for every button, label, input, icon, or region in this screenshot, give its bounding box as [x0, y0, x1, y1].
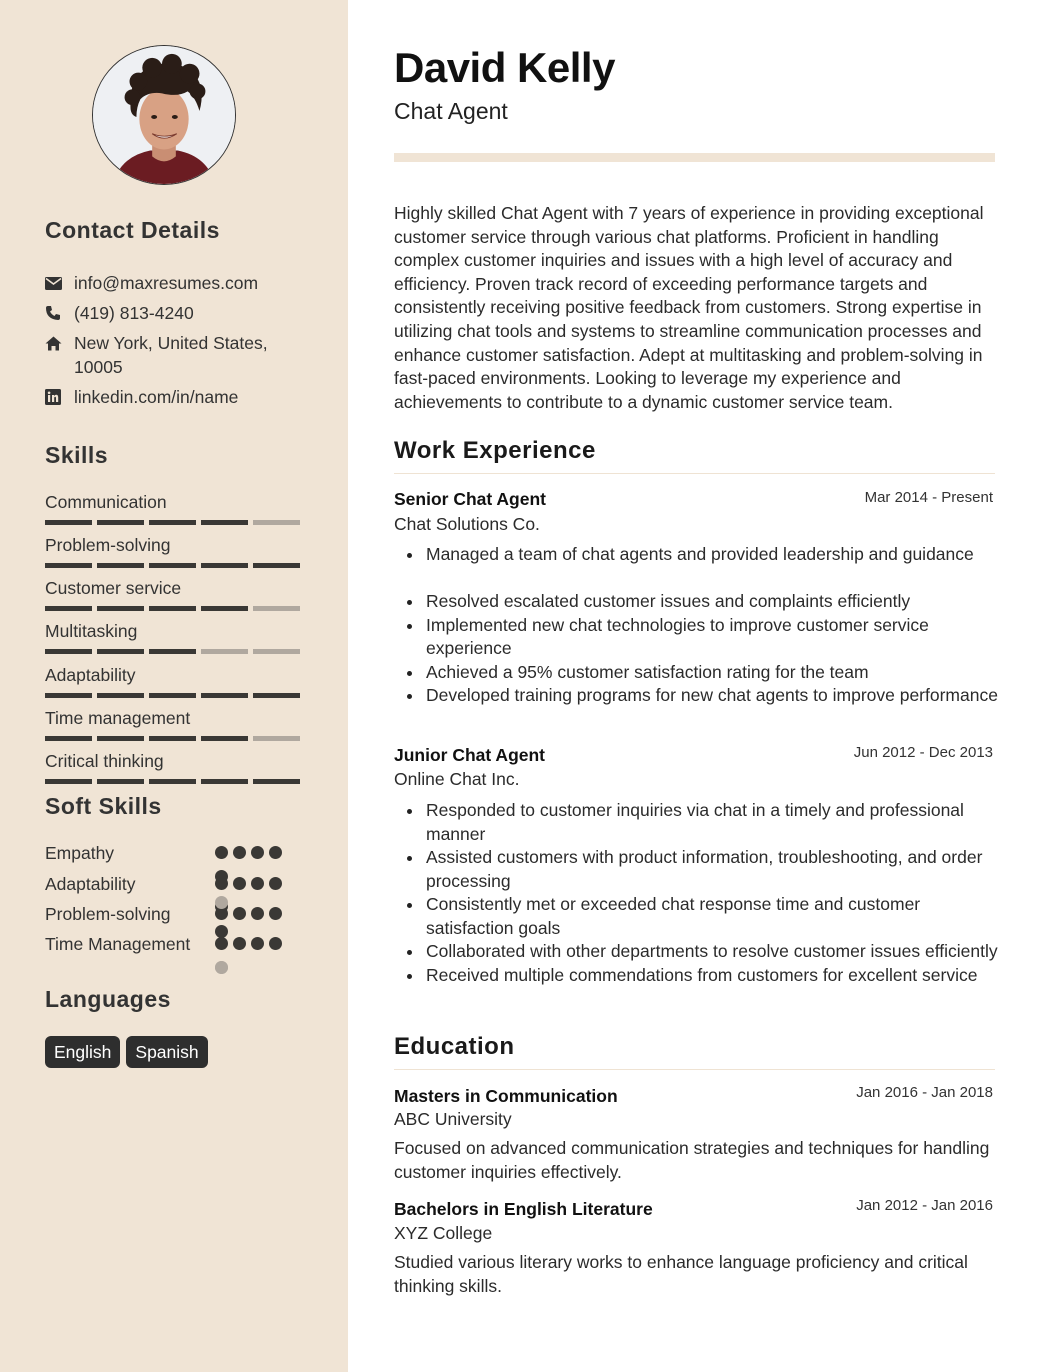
job-bullet: Received multiple commendations from customers for excellent service [426, 964, 1001, 988]
language-chip: Spanish [126, 1036, 207, 1068]
contact-heading: Contact Details [45, 217, 220, 243]
skill-level-segment [253, 779, 300, 784]
skill-level-segment [253, 649, 300, 654]
job-bullet: Resolved escalated customer issues and complaints efficiently [426, 590, 1001, 614]
rating-dot [215, 961, 228, 974]
profile-photo [92, 45, 236, 185]
skill-level-segment [97, 736, 144, 741]
linkedin-icon [45, 385, 63, 409]
skill-level-bar [45, 736, 305, 741]
work-experience-heading: Work Experience [394, 437, 596, 464]
skill-level-segment [97, 779, 144, 784]
skill-level-segment [201, 606, 248, 611]
skill-name: Communication [45, 492, 167, 512]
skill-level-bar [45, 520, 305, 525]
skill-level-segment [201, 779, 248, 784]
phone-icon [45, 301, 63, 325]
work-experience-divider [394, 473, 995, 474]
skill-level-segment [253, 693, 300, 698]
skill-level-segment [253, 520, 300, 525]
header-divider [394, 153, 995, 162]
skill-item [45, 707, 305, 741]
rating-dot [233, 846, 246, 859]
rating-dot [251, 846, 264, 859]
contact-phone[interactable] [45, 301, 194, 325]
sidebar [0, 0, 348, 1372]
soft-skill-name: Empathy [45, 843, 115, 863]
skill-level-segment [149, 693, 196, 698]
phone-text: (419) 813-4240 [74, 303, 194, 323]
linkedin-text: linkedin.com/in/name [74, 387, 239, 407]
job-company: Online Chat Inc. [394, 769, 520, 789]
skill-level-segment [97, 693, 144, 698]
job-bullet: Collaborated with other departments to resolve customer issues efficiently [426, 940, 1001, 964]
skill-level-segment [45, 736, 92, 741]
job-company: Chat Solutions Co. [394, 514, 540, 534]
soft-skill-name: Time Management [45, 934, 191, 954]
rating-dot [215, 925, 228, 938]
languages-list [45, 1036, 208, 1068]
soft-skill-item [45, 873, 295, 896]
language-chip: English [45, 1036, 120, 1068]
languages-heading: Languages [45, 986, 171, 1012]
skill-level-segment [45, 563, 92, 568]
skill-level-segment [201, 649, 248, 654]
contact-email[interactable] [45, 271, 258, 295]
job-bullet: Consistently met or exceeded chat response time and customer satisfaction goals [426, 893, 1001, 940]
skill-level-segment [253, 736, 300, 741]
skill-item [45, 491, 305, 525]
skill-level-segment [97, 649, 144, 654]
job-dates: Mar 2014 - Present [864, 489, 993, 506]
skill-level-segment [149, 520, 196, 525]
skill-level-segment [253, 563, 300, 568]
skill-level-segment [201, 563, 248, 568]
degree-description: Studied various literary works to enhance language proficiency and critical thinking skills. [394, 1252, 968, 1296]
rating-dot [215, 846, 228, 859]
soft-skill-name: Problem-solving [45, 904, 171, 924]
rating-dot [269, 907, 282, 920]
education-heading: Education [394, 1033, 515, 1060]
soft-skills-heading: Soft Skills [45, 793, 162, 819]
rating-dot [269, 937, 282, 950]
summary-text: Highly skilled Chat Agent with 7 years of experience in providing exceptional customer service through various chat platforms. Proficient in handling complex customer inquiries and issues with a high level of accuracy and efficiency. Proven track record of exceeding performance targets and consistently receiving positive feedback from customers. Strong expertise in utilizing chat tools and systems to streamline communication processes and enhance customer satisfaction. Adept at multitasking and problem-solving in fast-paced environments. Looking to leverage my experience and achievements to contribute to a dynamic customer service team. [394, 203, 984, 412]
rating-dot [233, 937, 246, 950]
job-bullet: Responded to customer inquiries via chat in a timely and professional manner [426, 799, 1001, 846]
skill-level-bar [45, 606, 305, 611]
skill-name: Problem-solving [45, 535, 171, 555]
skill-level-segment [45, 779, 92, 784]
job-bullets [426, 799, 1001, 987]
soft-skill-item [45, 842, 295, 865]
school-name: ABC University [394, 1109, 512, 1129]
skills-heading: Skills [45, 442, 109, 468]
skill-level-segment [45, 606, 92, 611]
skill-level-segment [149, 779, 196, 784]
rating-dot [233, 877, 246, 890]
skill-level-segment [97, 563, 144, 568]
address-line-1: New York, United States, [74, 333, 268, 353]
candidate-title: Chat Agent [394, 98, 508, 124]
skill-name: Adaptability [45, 665, 136, 685]
main-content [348, 0, 1040, 1372]
skill-level-segment [253, 606, 300, 611]
skill-item [45, 577, 305, 611]
email-text: info@maxresumes.com [74, 273, 259, 293]
skill-item [45, 534, 305, 568]
degree-dates: Jan 2012 - Jan 2016 [856, 1197, 993, 1214]
rating-dot [215, 896, 228, 909]
education-divider [394, 1069, 995, 1070]
home-icon [45, 331, 63, 355]
skill-level-segment [149, 606, 196, 611]
skill-level-segment [97, 606, 144, 611]
soft-skill-name: Adaptability [45, 874, 136, 894]
job-bullet: Managed a team of chat agents and provided leadership and guidance [426, 543, 1001, 567]
avatar-portrait [93, 46, 235, 184]
skill-level-segment [45, 693, 92, 698]
skill-level-segment [201, 736, 248, 741]
soft-skill-rating [215, 846, 282, 859]
job-bullet: Assisted customers with product information, troubleshooting, and order processing [426, 846, 1001, 893]
skill-level-segment [97, 520, 144, 525]
skill-level-bar [45, 563, 305, 568]
skill-level-segment [149, 736, 196, 741]
rating-dot [251, 937, 264, 950]
skill-level-segment [201, 520, 248, 525]
degree-description: Focused on advanced communication strategies and techniques for handling customer inquiries effectively. [394, 1138, 990, 1182]
rating-dot [269, 877, 282, 890]
skill-level-bar [45, 693, 305, 698]
job-bullets [426, 543, 1001, 708]
skill-level-segment [149, 649, 196, 654]
skill-name: Critical thinking [45, 751, 164, 771]
skill-item [45, 664, 305, 698]
envelope-icon [45, 271, 63, 295]
degree-title: Masters in Communication [394, 1086, 618, 1106]
skill-level-segment [45, 649, 92, 654]
skill-level-segment [149, 563, 196, 568]
rating-dot [269, 846, 282, 859]
skill-level-segment [201, 693, 248, 698]
job-dates: Jun 2012 - Dec 2013 [853, 744, 993, 761]
school-name: XYZ College [394, 1223, 493, 1243]
skill-level-bar [45, 779, 305, 784]
soft-skill-item [45, 903, 295, 926]
skill-name: Multitasking [45, 621, 138, 641]
rating-dot [251, 907, 264, 920]
address-line-2: 10005 [74, 357, 123, 377]
rating-dot [215, 937, 228, 950]
job-bullet: Developed training programs for new chat agents to improve performance [426, 684, 1001, 708]
degree-title: Bachelors in English Literature [394, 1199, 653, 1219]
soft-skill-item [45, 933, 295, 956]
degree-dates: Jan 2016 - Jan 2018 [856, 1084, 993, 1101]
job-title: Junior Chat Agent [394, 745, 546, 765]
soft-skill-rating [215, 937, 282, 950]
job-bullet: Achieved a 95% customer satisfaction rating for the team [426, 661, 1001, 685]
rating-dot [215, 870, 228, 883]
skill-name: Customer service [45, 578, 182, 598]
rating-dot [233, 907, 246, 920]
contact-address [45, 331, 268, 379]
skill-level-segment [45, 520, 92, 525]
skill-level-bar [45, 649, 305, 654]
skill-name: Time management [45, 708, 191, 728]
candidate-name: David Kelly [394, 44, 615, 91]
skill-item [45, 620, 305, 654]
contact-linkedin[interactable] [45, 385, 238, 409]
rating-dot [251, 877, 264, 890]
job-title: Senior Chat Agent [394, 489, 546, 509]
job-bullet: Implemented new chat technologies to improve customer service experience [426, 614, 1001, 661]
skill-item [45, 750, 305, 784]
